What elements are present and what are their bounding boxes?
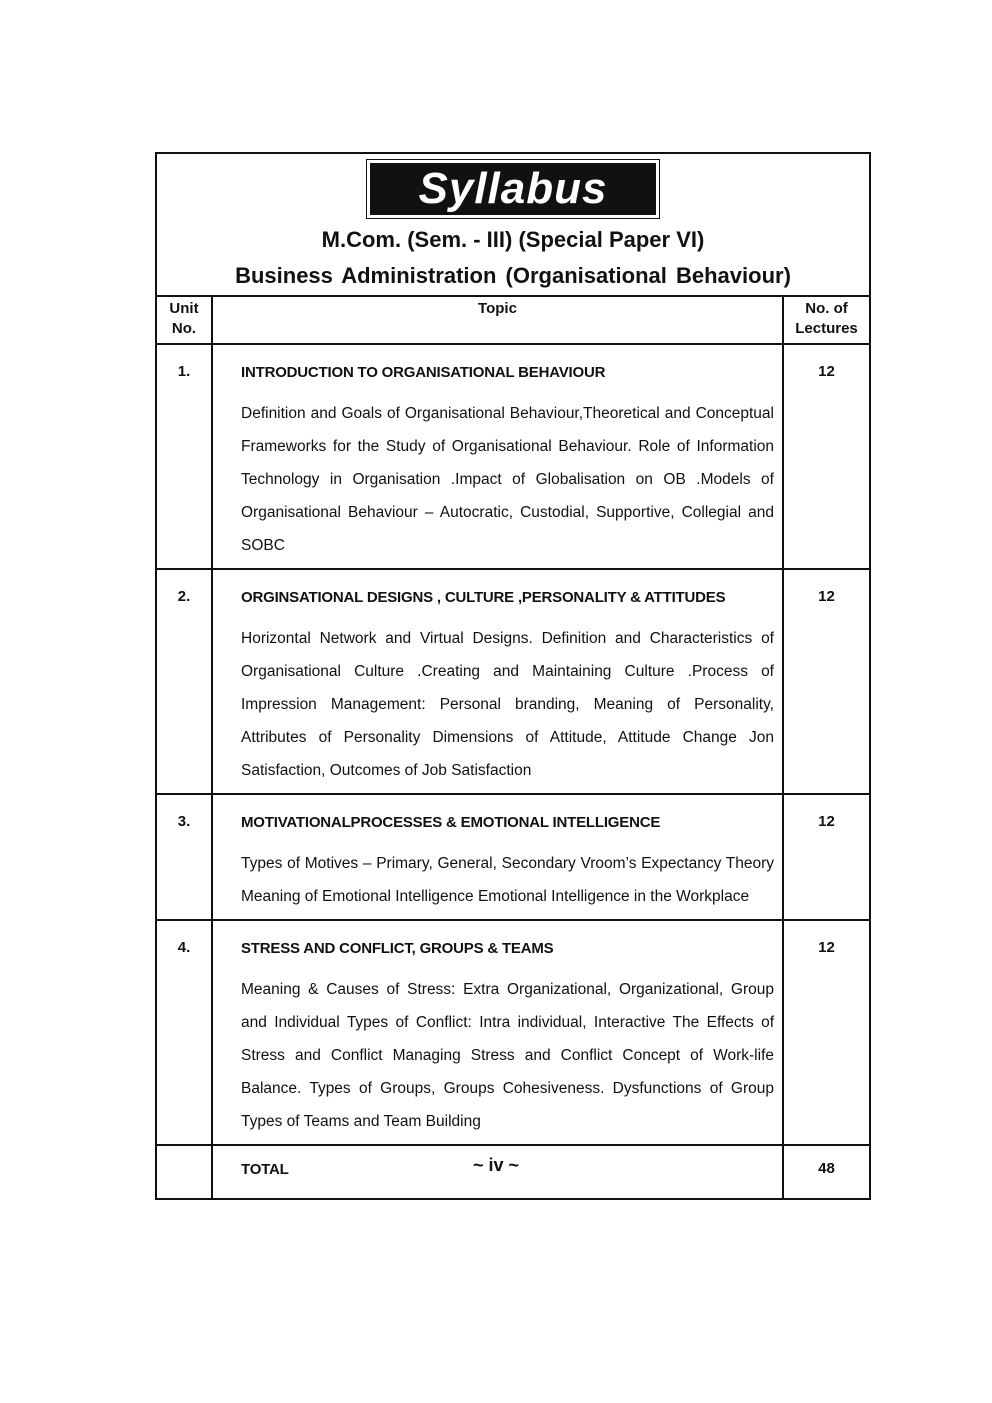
syllabus-table bbox=[157, 297, 869, 1198]
course-title: M.Com. (Sem. - III) (Special Paper VI) bbox=[321, 227, 705, 252]
syllabus-header bbox=[157, 154, 869, 297]
table-row-unit-4 bbox=[157, 920, 869, 1145]
lectures-column-header: No. of Lectures bbox=[783, 297, 869, 344]
total-lectures: 48 bbox=[783, 1145, 869, 1198]
unit-number: 1. bbox=[157, 344, 212, 569]
unit-description: Definition and Goals of Organisational Behaviour,Theoretical and Conceptual Frameworks for the Study of Organisational Behaviour. Role of Information Technology in Organisation .Impact of Globalisation on OB .Models of Organisational Behaviour – Autocratic, Custodial, Supportive, Collegial and SOBC bbox=[241, 405, 774, 554]
unit-number: 4. bbox=[157, 920, 212, 1145]
syllabus-badge-label: Syllabus bbox=[370, 163, 656, 215]
unit-lectures: 12 bbox=[783, 569, 869, 794]
unit-description: Meaning & Causes of Stress: Extra Organizational, Organizational, Group and Individual Types of Conflict: Intra individual, Interactive The Effects of Stress and Conflict Managing Stress and Conflict Concept of Work-life Balance. Types of Groups, Groups Cohesiveness. Dysfunctions of Group Types of Teams and Team Building bbox=[241, 981, 774, 1130]
unit-description: Horizontal Network and Virtual Designs. Definition and Characteristics of Organisational Culture .Creating and Maintaining Culture .Process of Impression Management: Personal branding, Meaning of Personality, Attributes of Personality Dimensions of Attitude, Attitude Change Jon Satisfaction, Outcomes of Job Satisfaction bbox=[241, 630, 774, 779]
unit-title: STRESS AND CONFLICT, GROUPS & TEAMS bbox=[241, 940, 554, 957]
table-row-unit-3 bbox=[157, 794, 869, 920]
unit-column-header: Unit No. bbox=[157, 297, 212, 344]
unit-topic bbox=[212, 920, 783, 1145]
unit-number: 2. bbox=[157, 569, 212, 794]
page-number: ~ iv ~ bbox=[472, 1155, 520, 1175]
table-row-unit-1 bbox=[157, 344, 869, 569]
unit-topic bbox=[212, 569, 783, 794]
unit-description: Types of Motives – Primary, General, Secondary Vroom’s Expectancy Theory Meaning of Emotional Intelligence Emotional Intelligence in the Workplace bbox=[241, 855, 774, 905]
unit-topic bbox=[212, 794, 783, 920]
course-subtitle: Business Administration (Organisational Behaviour) bbox=[235, 263, 791, 288]
topic-column-header: Topic bbox=[478, 300, 517, 317]
syllabus-badge bbox=[366, 159, 660, 219]
table-header-row bbox=[157, 297, 869, 344]
table-row-unit-2 bbox=[157, 569, 869, 794]
unit-topic bbox=[212, 344, 783, 569]
unit-title: INTRODUCTION TO ORGANISATIONAL BEHAVIOUR bbox=[241, 364, 606, 381]
syllabus-sheet bbox=[155, 152, 871, 1200]
unit-number: 3. bbox=[157, 794, 212, 920]
unit-title: MOTIVATIONALPROCESSES & EMOTIONAL INTELLIGENCE bbox=[241, 814, 661, 831]
unit-lectures: 12 bbox=[783, 920, 869, 1145]
unit-lectures: 12 bbox=[783, 344, 869, 569]
unit-lectures: 12 bbox=[783, 794, 869, 920]
total-label: TOTAL bbox=[241, 1161, 289, 1178]
unit-title: ORGINSATIONAL DESIGNS , CULTURE ,PERSONALITY & ATTITUDES bbox=[241, 589, 726, 606]
